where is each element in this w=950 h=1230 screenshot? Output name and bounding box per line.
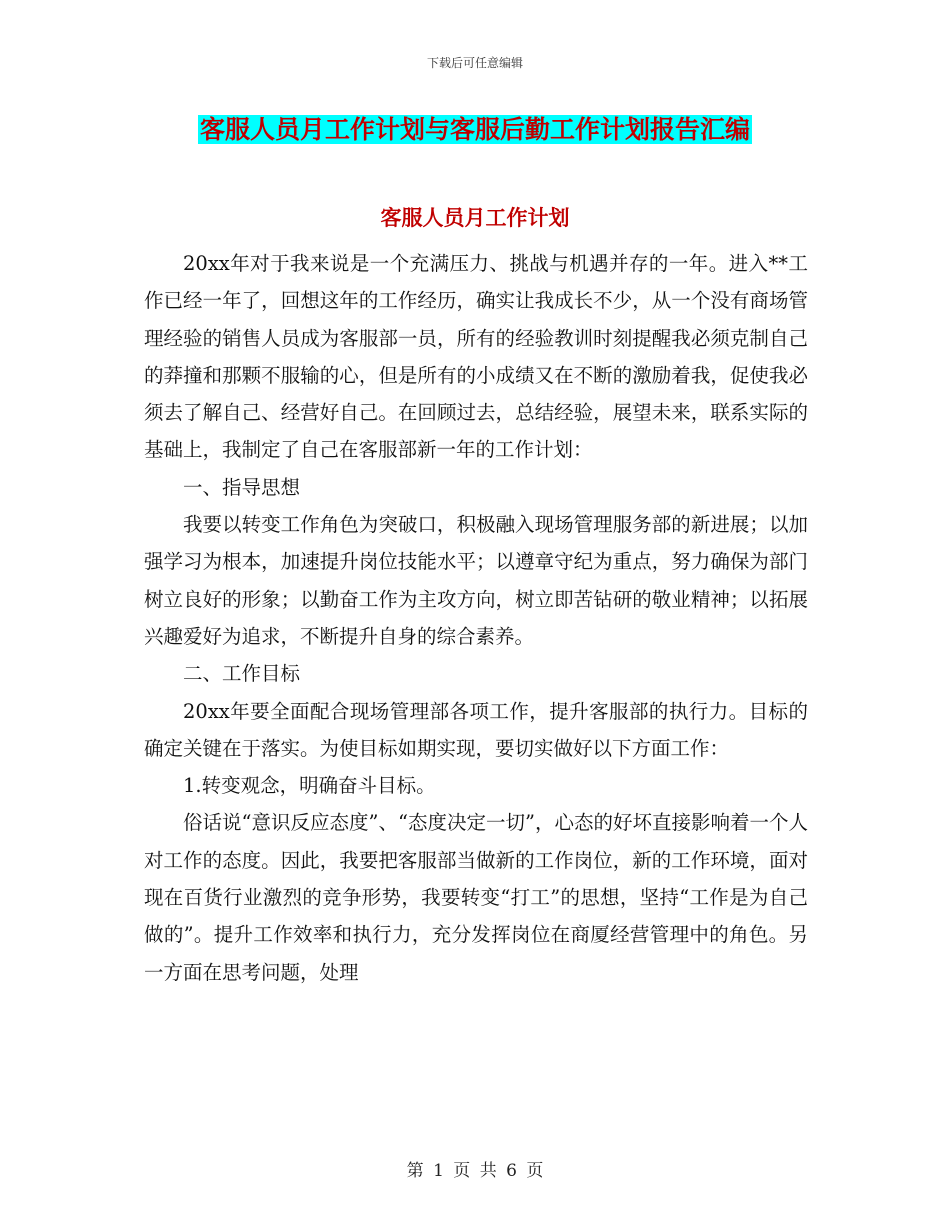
paragraph-guiding-ideology: 我要以转变工作角色为突破口，积极融入现场管理服务部的新进展；以加强学习为根本，加速提升岗位技能水平；以遵章守纪为重点，努力确保为部门树立良好的形象；以勤奋工作为主攻方向，树立即苦钻研的敬业精神；以拓展兴趣爱好为追求，不断提升自身的综合素养。 (144, 513, 808, 648)
paragraph-goal-item-1: 俗话说“意识反应态度”、“态度决定一切”，心态的好坏直接影响着一个人对工作的态度。因此，我要把客服部当做新的工作岗位，新的工作环境，面对现在百货行业激烈的竞争形势，我要转变“打工”的思想，坚持“工作是为自己做的”。提升工作效率和执行力，充分发挥岗位在商厦经营管理中的角色。另一方面在思考问题，处理 (144, 811, 808, 984)
heading-work-goals: 二、工作目标 (183, 662, 301, 686)
paragraph-intro: 20xx年对于我来说是一个充满压力、挑战与机遇并存的一年。进入**工作已经一年了，回想这年的工作经历，确实让我成长不少，从一个没有商场管理经验的销售人员成为客服部一员，所有的经验教训时刻提醒我必须克制自己的莽撞和那颗不服输的心，但是所有的小成绩又在不断的激励着我，促使我必须去了解自己、经营好自己。在回顾过去，总结经验，展望未来，联系实际的基础上，我制定了自己在客服部新一年的工作计划： (144, 252, 808, 462)
document-body (144, 245, 808, 991)
page-footer: 第 1 页 共 6 页 (406, 1161, 544, 1181)
document-title (0, 113, 950, 147)
heading-guiding-ideology: 一、指导思想 (183, 475, 301, 499)
document-title-highlight: 客服人员月工作计划与客服后勤工作计划报告汇编 (199, 115, 750, 144)
paragraph-work-goals: 20xx年要全面配合现场管理部各项工作，提升客服部的执行力。目标的确定关键在于落实。为使目标如期实现，要切实做好以下方面工作： (144, 699, 808, 760)
section-title: 客服人员月工作计划 (380, 206, 570, 230)
heading-goal-item-1: 1.转变观念，明确奋斗目标。 (183, 774, 436, 798)
header-note: 下载后可任意编辑 (426, 56, 523, 70)
